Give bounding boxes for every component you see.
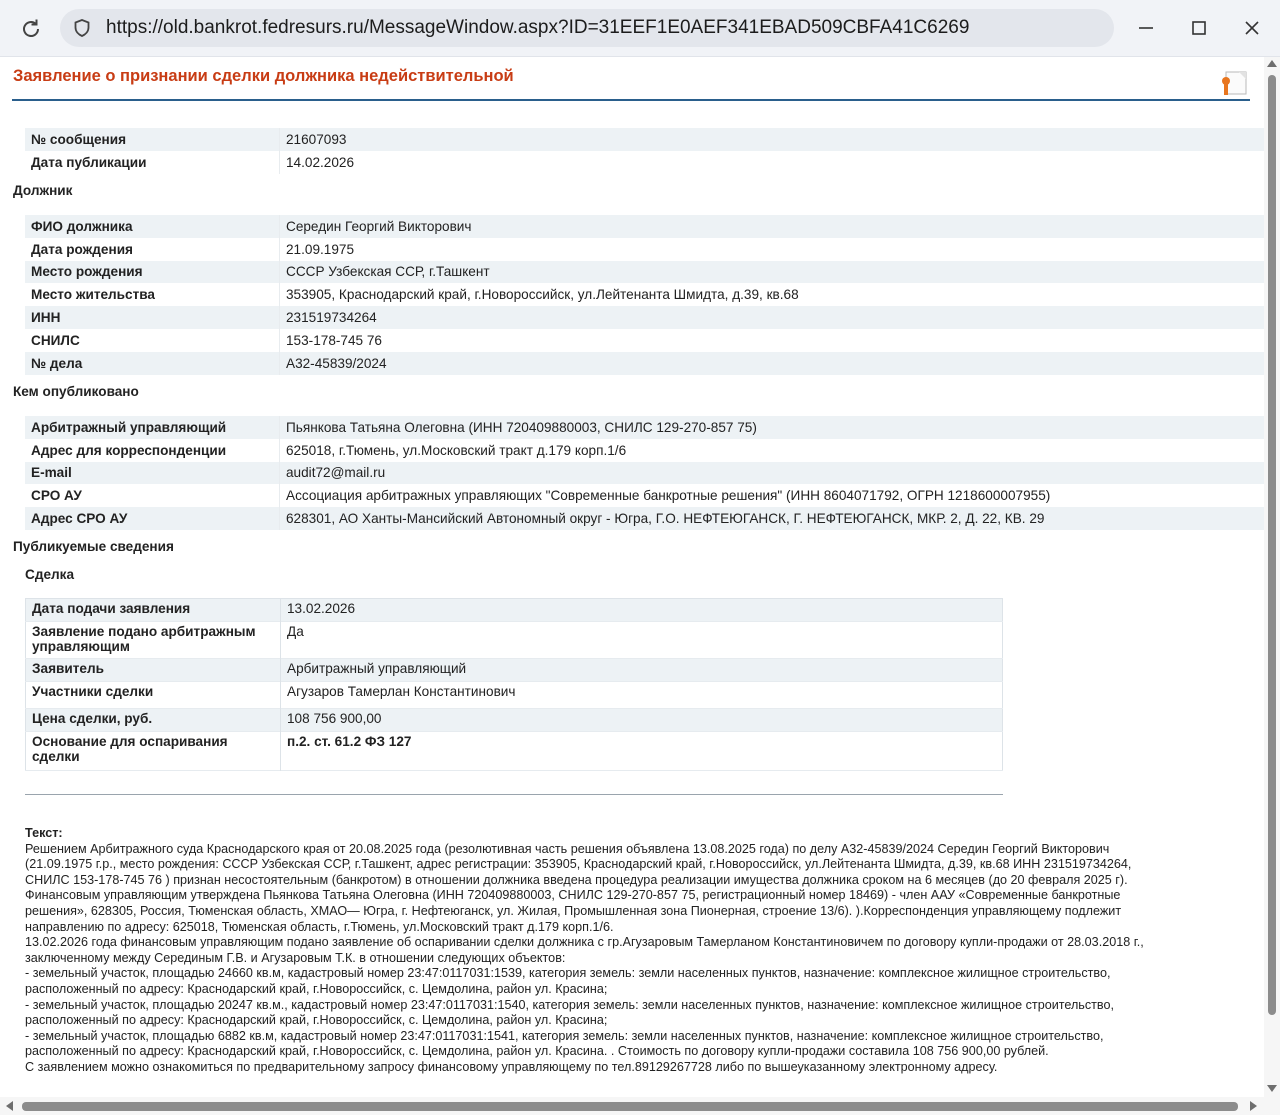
message-text	[25, 826, 1245, 1076]
table-row	[26, 659, 1003, 682]
text-line: заключенному между Серединым Г.В. и Агузаровым Т.К. в отношении следующих объектов:	[25, 950, 566, 965]
table-row	[25, 306, 1264, 329]
url-text[interactable]: https://old.bankrot.fedresurs.ru/MessageWindow.aspx?ID=31EEF1E0AEF341EBAD509CBFA41C6269	[106, 17, 970, 38]
field-label: Место жительства	[25, 283, 280, 306]
text-line: - земельный участок, площадью 6882 кв.м, кадастровый номер 23:47:0117031:1541, категория земель: земли населенных пунктов, назначение: комплексное жилищное строительство,	[25, 1028, 1104, 1043]
print-icon[interactable]	[1218, 69, 1250, 99]
field-value: А32-45839/2024	[280, 352, 1265, 375]
text-line: С заявлением можно ознакомиться по предварительному запросу финансовому управляющему по тел.89129267728 либо по вышеуказанному электронному адресу.	[25, 1059, 998, 1074]
field-label: Основание для оспаривания сделки	[26, 732, 281, 771]
field-value: Ассоциация арбитражных управляющих "Современные банкротные решения" (ИНН 8604071792, ОГРН 1218600007955)	[280, 484, 1265, 507]
field-label: E-mail	[25, 462, 280, 485]
field-label: Адрес для корреспонденции	[25, 439, 280, 462]
text-line: расположенный по адресу: Краснодарский край, г.Новороссийск, с. Цемдолина, район ул. Красина. . Стоимость по договору купли-продажи составила 108 756 900,00 рублей.	[25, 1044, 1049, 1059]
horizontal-scroll-thumb[interactable]	[22, 1102, 1238, 1111]
table-row	[25, 484, 1264, 507]
published-info-heading: Публикуемые сведения	[13, 539, 174, 554]
table-row	[25, 261, 1264, 284]
field-value: 353905, Краснодарский край, г.Новороссийск, ул.Лейтенанта Шмидта, д.39, кв.68	[280, 283, 1265, 306]
scroll-left-icon[interactable]	[6, 1101, 13, 1111]
deal-table	[25, 598, 1003, 771]
browser-toolbar	[0, 0, 1280, 57]
table-row	[26, 709, 1003, 732]
field-value: 21.09.1975	[280, 238, 1265, 261]
text-line: СНИЛС 153-178-745 76 ) признан несостоятельным (банкротом) в отношении должника введена процедура реализации имущества должника сроком на 6 месяцев (до 20 февраля 2025 г).	[25, 872, 1128, 887]
table-row	[25, 352, 1264, 375]
table-row	[25, 283, 1264, 306]
field-label: Цена сделки, руб.	[26, 709, 281, 732]
table-row	[25, 416, 1264, 439]
field-value: 231519734264	[280, 306, 1265, 329]
text-line: Финансовым управляющим утверждена Пьянкова Татьяна Олеговна (ИНН 720409880003, СНИЛС 129-270-857 75, регистрационный номер 18469) - член ААУ «Современные банкротные	[25, 888, 1121, 903]
field-label: ФИО должника	[25, 215, 280, 238]
text-line: - земельный участок, площадью 24660 кв.м, кадастровый номер 23:47:0117031:1539, категория земель: земли населенных пунктов, назначение: комплексное жилищное строительство,	[25, 966, 1111, 981]
text-line: - земельный участок, площадью 20247 кв.м., кадастровый номер 23:47:0117031:1540, категория земель: земли населенных пунктов, назначение: комплексное жилищное строительство,	[25, 997, 1114, 1012]
field-label: Место рождения	[25, 261, 280, 284]
field-value: Пьянкова Татьяна Олеговна (ИНН 720409880003, СНИЛС 129-270-857 75)	[280, 416, 1265, 439]
field-value: Агузаров Тамерлан Константинович	[281, 682, 1003, 709]
field-label: СНИЛС	[25, 329, 280, 352]
field-value: 108 756 900,00	[281, 709, 1003, 732]
table-row	[25, 507, 1264, 530]
field-value: 153-178-745 76	[280, 329, 1265, 352]
scroll-up-icon[interactable]	[1267, 60, 1277, 67]
title-divider	[12, 99, 1250, 101]
vertical-scroll-thumb[interactable]	[1268, 75, 1276, 1015]
reload-icon[interactable]	[18, 16, 44, 42]
address-bar[interactable]	[60, 9, 1114, 47]
field-label: Дата подачи заявления	[26, 599, 281, 622]
field-value: Да	[281, 622, 1003, 659]
field-label: СРО АУ	[25, 484, 280, 507]
close-icon[interactable]	[1238, 14, 1266, 42]
field-label: Участники сделки	[26, 682, 281, 709]
table-row	[26, 682, 1003, 709]
publisher-heading: Кем опубликовано	[13, 384, 139, 399]
scroll-right-icon[interactable]	[1250, 1101, 1257, 1111]
field-label: ИНН	[25, 306, 280, 329]
field-value: 14.02.2026	[280, 151, 1265, 174]
field-label: Арбитражный управляющий	[25, 416, 280, 439]
maximize-icon[interactable]	[1185, 14, 1213, 42]
field-value: п.2. ст. 61.2 ФЗ 127	[281, 732, 1003, 771]
text-line: решения», 628305, Россия, Тюменская область, ХМАО— Югра, г. Нефтеюганск, ул. Жилая, Промышленная зона Пионерная, строение 13/6). ).Корреспонденция управляющему подлежит	[25, 903, 1122, 918]
page-title: Заявление о признании сделки должника недействительной	[13, 67, 514, 85]
table-row	[25, 238, 1264, 261]
text-line: (21.09.1975 г.р., место рождения: СССР Узбекская ССР, г.Ташкент, адрес регистрации: 353905, Краснодарский край, г.Новороссийск, ул.Лейтенанта Шмидта, д.39, кв.68 ИНН 231519734264,	[25, 857, 1132, 872]
text-line: расположенный по адресу: Краснодарский край, г.Новороссийск, с. Цемдолина, район ул. Красина;	[25, 1013, 608, 1028]
table-row	[25, 215, 1264, 238]
table-row	[25, 439, 1264, 462]
field-label: Дата рождения	[25, 238, 280, 261]
publisher-table	[25, 416, 1264, 530]
table-row	[26, 732, 1003, 771]
table-row	[25, 462, 1264, 485]
divider	[25, 794, 1003, 795]
message-info-table	[25, 128, 1264, 174]
table-row	[25, 329, 1264, 352]
shield-icon[interactable]	[72, 18, 92, 38]
text-line: направлению по адресу: 625018, Тюменская область, г.Тюмень, ул.Московский тракт д.179 корп.1/6.	[25, 919, 614, 934]
field-label: Заявитель	[26, 659, 281, 682]
table-row	[26, 599, 1003, 622]
table-row	[25, 151, 1264, 174]
field-label: Адрес СРО АУ	[25, 507, 280, 530]
field-label: № сообщения	[25, 128, 280, 151]
field-value: Середин Георгий Викторович	[280, 215, 1265, 238]
deal-heading: Сделка	[25, 567, 75, 582]
vertical-scrollbar[interactable]	[1264, 57, 1280, 1097]
table-row	[26, 622, 1003, 659]
field-value: 625018, г.Тюмень, ул.Московский тракт д.179 корп.1/6	[280, 439, 1265, 462]
field-label: Дата публикации	[25, 151, 280, 174]
field-value: Арбитражный управляющий	[281, 659, 1003, 682]
horizontal-scrollbar[interactable]	[0, 1097, 1280, 1115]
email-value: audit72@mail.ru	[280, 462, 1265, 485]
debtor-table	[25, 215, 1264, 375]
text-line: 13.02.2026 года финансовым управляющим подано заявление об оспаривании сделки должника с гр.Агузаровым Тамерланом Константиновичем по договору купли-продажи от 28.03.2018 г.,	[25, 935, 1144, 950]
field-label: Заявление подано арбитражным управляющим	[26, 622, 281, 659]
minimize-icon[interactable]	[1132, 14, 1160, 42]
scroll-down-icon[interactable]	[1267, 1085, 1277, 1092]
field-value: 13.02.2026	[281, 599, 1003, 622]
table-row	[25, 128, 1264, 151]
text-label: Текст:	[25, 826, 63, 840]
text-line: расположенный по адресу: Краснодарский край, г.Новороссийск, с. Цемдолина, район ул. Красина;	[25, 981, 608, 996]
field-value: 21607093	[280, 128, 1265, 151]
message-page	[0, 57, 1264, 1097]
field-value: 628301, АО Ханты-Мансийский Автономный округ - Югра, Г.О. НЕФТЕЮГАНСК, Г. НЕФТЕЮГАНСК, МКР. 2, Д. 22, КВ. 29	[280, 507, 1265, 530]
field-label: № дела	[25, 352, 280, 375]
debtor-heading: Должник	[13, 183, 73, 198]
text-line: Решением Арбитражного суда Краснодарского края от 20.08.2025 года (резолютивная часть решения объявлена 13.08.2025 года) по делу А32-45839/2024 Середин Георгий Викторович	[25, 841, 1110, 856]
field-value: СССР Узбекская ССР, г.Ташкент	[280, 261, 1265, 284]
